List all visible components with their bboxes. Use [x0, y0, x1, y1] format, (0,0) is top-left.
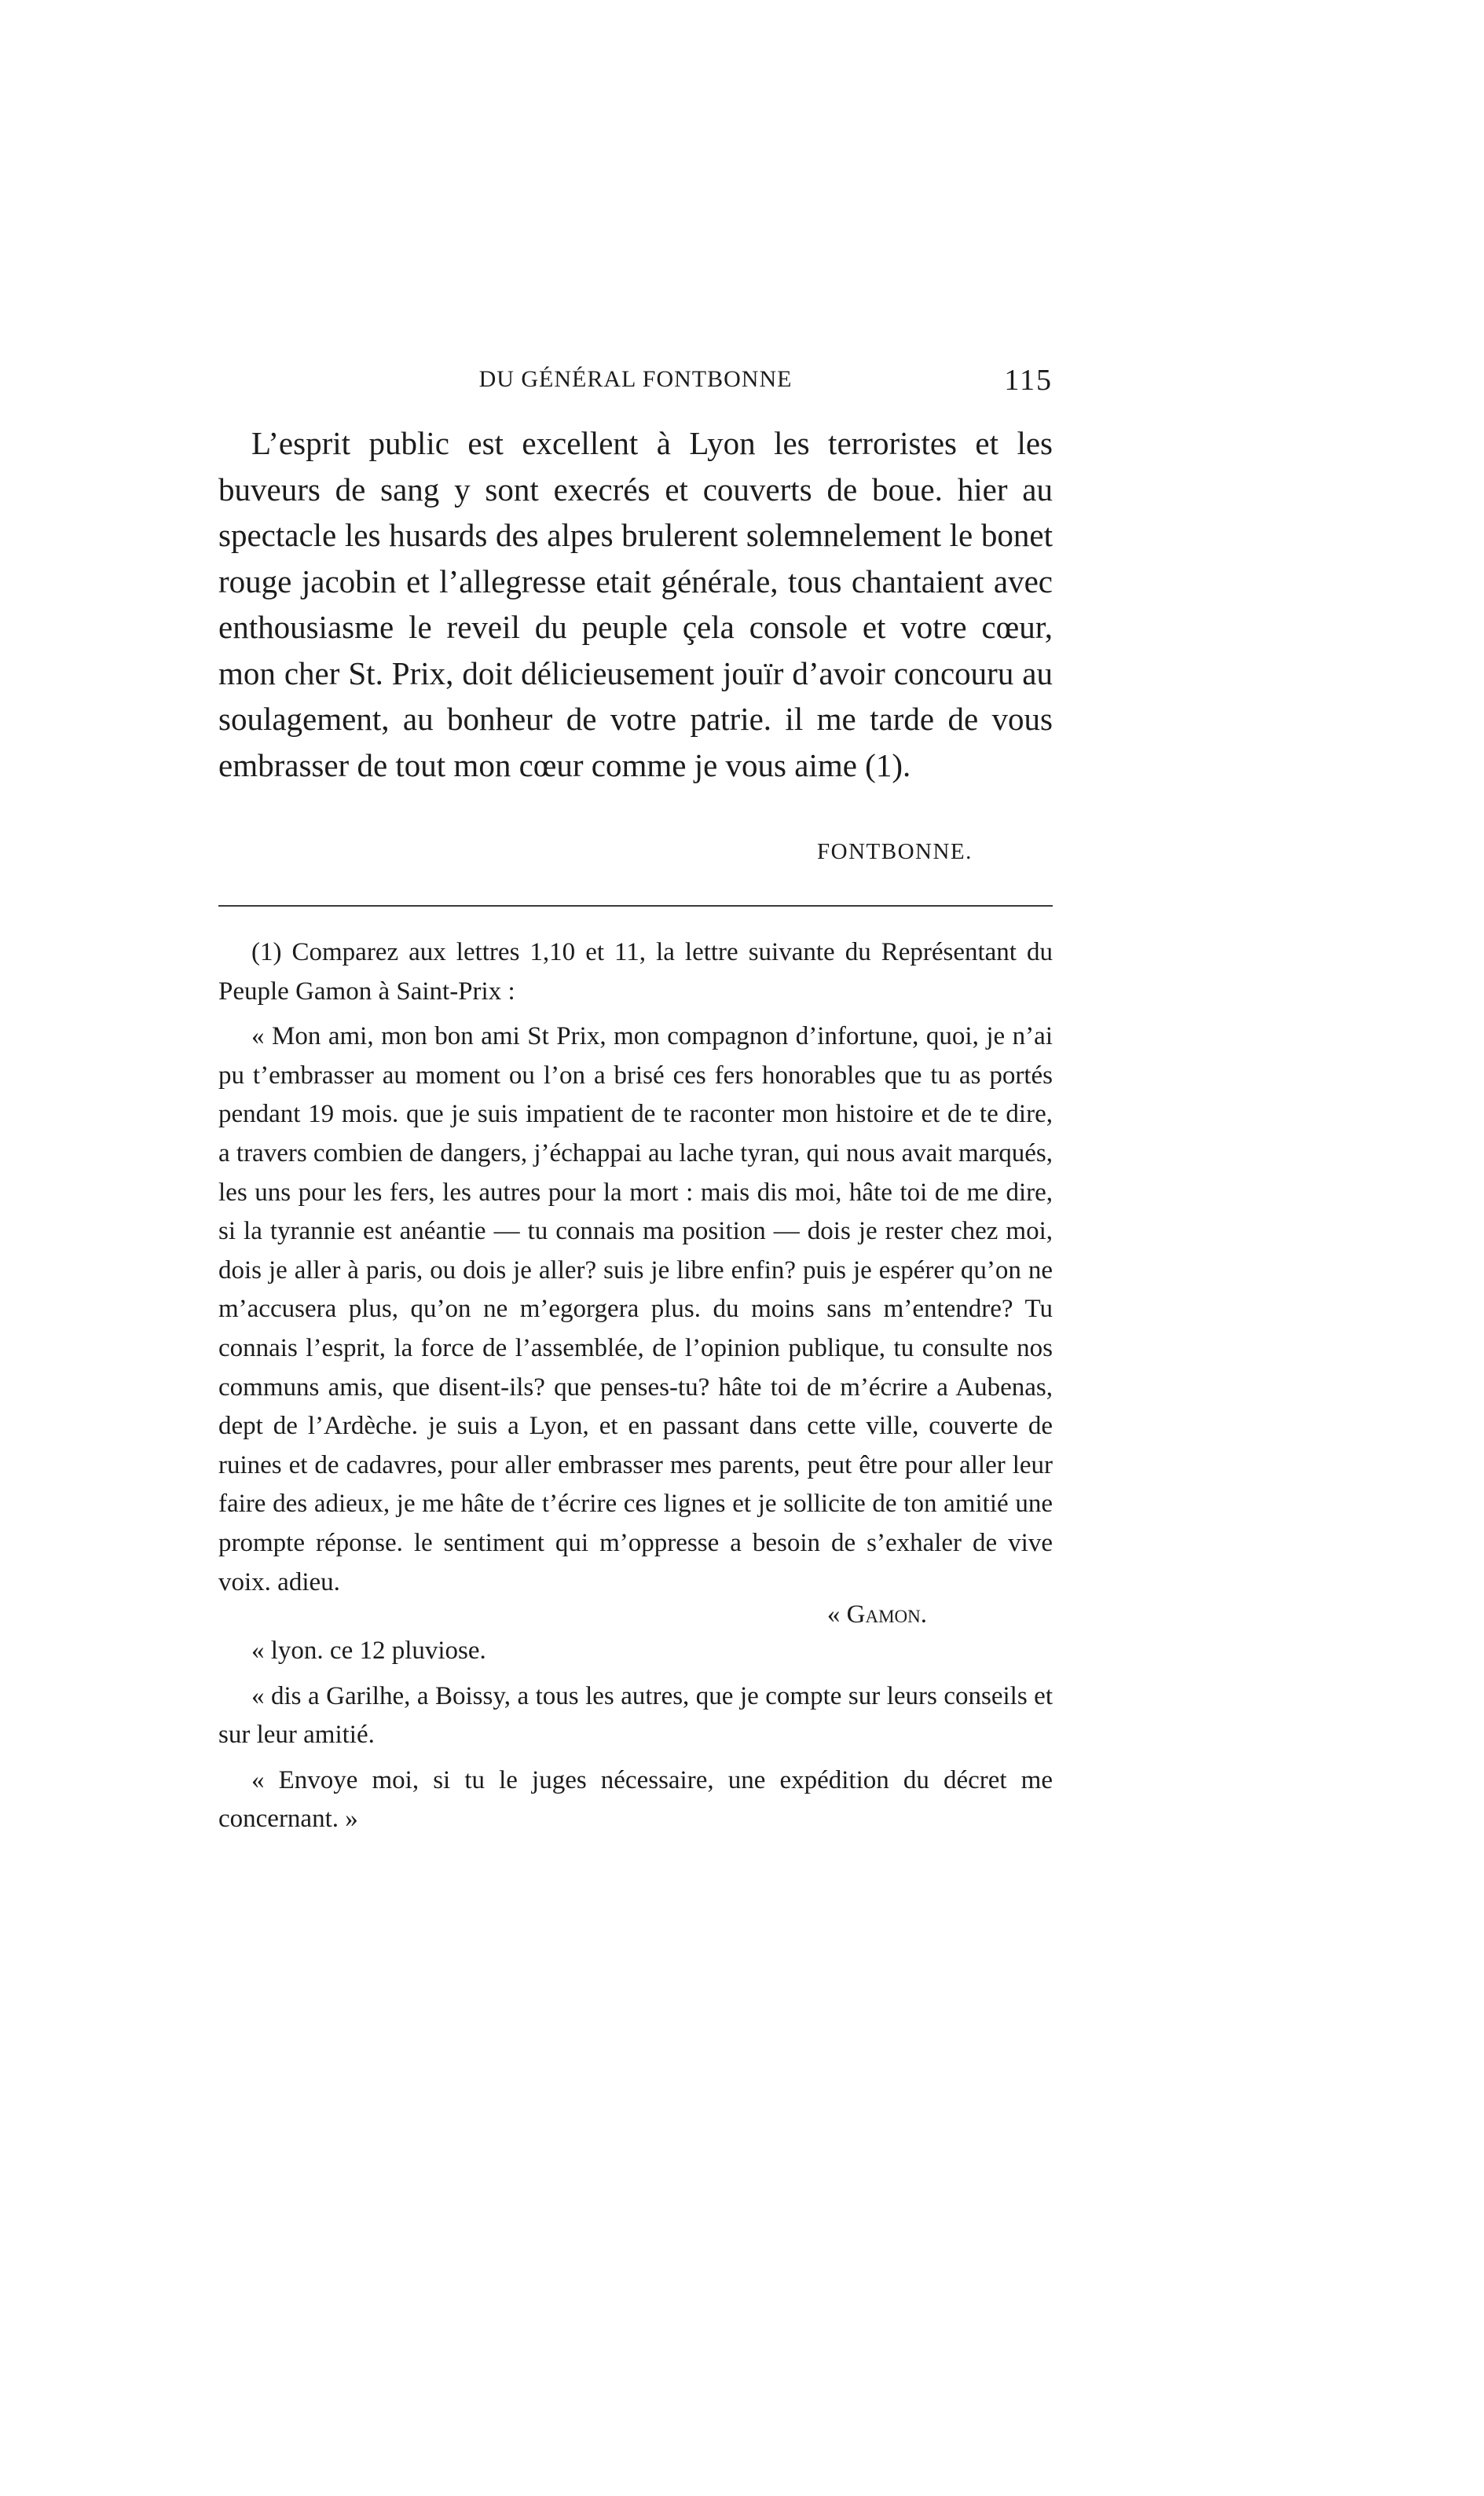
footnote-closing: « Gamon. — [826, 1600, 927, 1629]
page-number: 115 — [1004, 364, 1053, 397]
footnote-dateline: « lyon. ce 12 pluviose. — [251, 1637, 486, 1666]
running-head — [218, 363, 1053, 401]
body-paragraph: L’esprit public est excellent à Lyon les terroristes et les buveurs de sang y sont execrés et couverts de boue. hier au spectacle les husards des alpes brulerent solemnelement le bonet rouge jacobin et l’allegresse etait générale, tous chantaient avec enthousiasme le reveil du peuple çela console et votre cœur, mon cher St. Prix, doit délicieusement jouïr d’avoir concouru au soulagement, au bonheur de votre patrie. il me tarde de vous embrasser de tout mon cœur comme je vous aime (1). — [218, 425, 1053, 783]
running-title: DU GÉNÉRAL FONTBONNE — [478, 366, 793, 392]
footnote-postscript-2: « Envoye moi, si tu le juges nécessaire, une expédition du décret me concernant. » — [218, 1765, 1053, 1834]
footnote-letter: « Mon ami, mon bon ami St Prix, mon compagnon d’infortune, quoi, je n’ai pu t’embrasser au moment ou l’on a brisé ces fers honorables que tu as portés pendant 19 mois. que je suis impatient de te raconter mon histoire et de te dire, a travers combien de dangers, j’échappai au lache tyran, qui nous avait marqués, les uns pour les fers, les autres pour la mort : mais dis moi, hâte toi de me dire, si la tyrannie est anéantie — tu connais ma position — dois je rester chez moi, dois je aller à paris, ou dois je aller? suis je libre enfin? puis je espérer qu’on ne m’accusera plus, qu’on ne m’egorgera plus. du moins sans m’entendre? Tu connais l’esprit, la force de l’assemblée, de l’opinion publique, tu consulte nos communs amis, que disent-ils? que penses-tu? hâte toi de m’écrire a Aubenas, dept de l’Ardèche. je suis a Lyon, et en passant dans cette ville, couverte de ruines et de cadavres, pour aller embrasser mes parents, peut être pour aller leur faire des adieux, je me hâte de t’écrire ces lignes et je sollicite de ton amitié une prompte réponse. le sentiment qui m’oppresse a besoin de s’exhaler de vive voix. adieu. — [218, 1022, 1053, 1596]
footnote-intro: (1) Comparez aux lettres 1,10 et 11, la lettre suivante du Représentant du Peuple Gamon à Saint-Prix : — [218, 938, 1053, 1006]
signature: FONTBONNE. — [817, 839, 973, 864]
body-text — [218, 420, 1053, 788]
footnote-postscript-1: « dis a Garilhe, a Boissy, a tous les autres, que je compte sur leurs conseils et sur leur amitié. — [218, 1681, 1053, 1750]
footnote-divider — [218, 905, 1053, 907]
footnote — [218, 933, 1053, 1839]
